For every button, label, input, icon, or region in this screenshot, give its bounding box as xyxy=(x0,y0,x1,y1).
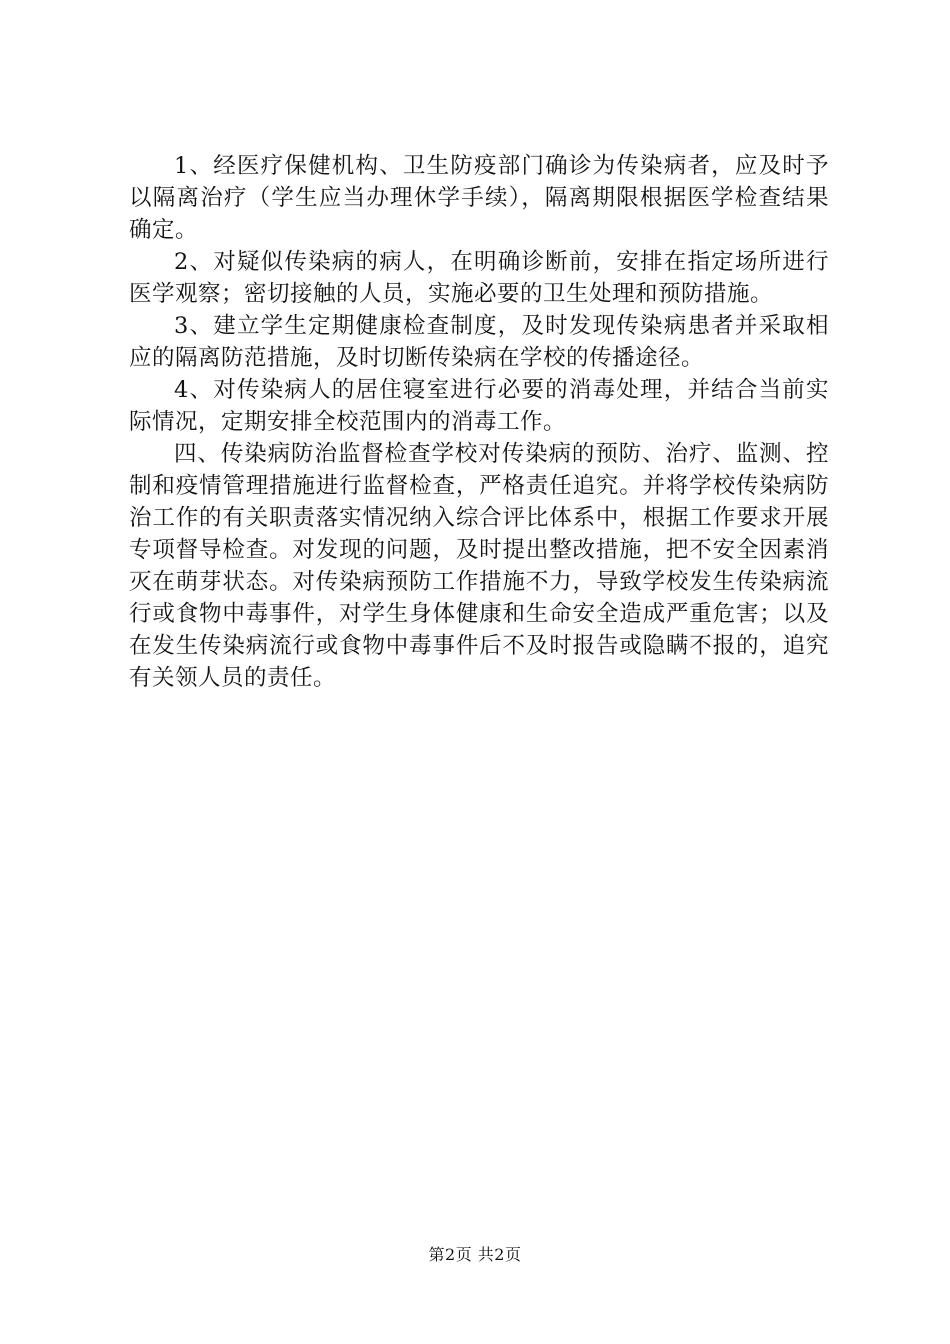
paragraph-4: 4、对传染病人的居住寝室进行必要的消毒处理，并结合当前实际情况，定期安排全校范围内的消毒工作。 xyxy=(129,377,829,435)
page-number-footer: 第2页 共2页 xyxy=(428,1245,522,1264)
paragraph-5: 四、传染病防治监督检查学校对传染病的预防、治疗、监测、控制和疫情管理措施进行监督检查，严格责任追究。并将学校传染病防治工作的有关职责落实情况纳入综合评比体系中，根据工作要求开展专项督导检查。对发现的问题，及时提出整改措施，把不安全因素消灭在萌芽状态。对传染病预防工作措施不力，导致学校发生传染病流行或食物中毒事件，对学生身体健康和生命安全造成严重危害；以及在发生传染病流行或食物中毒事件后不及时报告或隐瞒不报的，追究有关领人员的责任。 xyxy=(129,441,829,691)
paragraph-1: 1、经医疗保健机构、卫生防疫部门确诊为传染病者，应及时予以隔离治疗（学生应当办理休学手续），隔离期限根据医学检查结果确定。 xyxy=(129,153,829,243)
document-body xyxy=(129,150,829,694)
paragraph-2: 2、对疑似传染病的病人，在明确诊断前，安排在指定场所进行医学观察；密切接触的人员，实施必要的卫生处理和预防措施。 xyxy=(129,249,829,307)
paragraph-3: 3、建立学生定期健康检查制度，及时发现传染病患者并采取相应的隔离防范措施，及时切断传染病在学校的传播途径。 xyxy=(129,313,829,371)
